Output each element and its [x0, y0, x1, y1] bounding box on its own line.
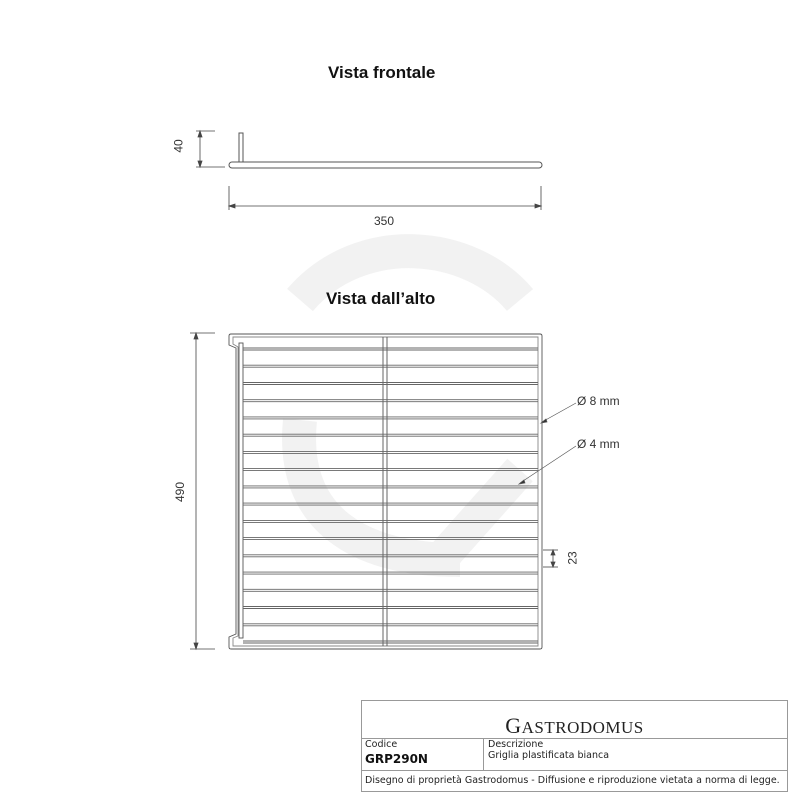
top-height-dimension: [190, 333, 215, 649]
front-view-title: Vista frontale: [328, 63, 436, 82]
title-block: [361, 700, 788, 792]
wire-outer-diameter-label: Ø 8 mm: [577, 394, 620, 408]
top-view-title: Vista dall’alto: [326, 289, 436, 308]
brand-name: GASTRODOMUS: [505, 713, 644, 738]
code-cell: [362, 739, 484, 770]
front-view-shape: [229, 133, 542, 168]
top-height-label: 490: [173, 481, 188, 503]
front-height-label: 40: [171, 139, 186, 153]
wire-inner-diameter-label: Ø 4 mm: [577, 437, 620, 451]
ownership-footer: Disegno di proprietà Gastrodomus - Diffusione e riproduzione vietata a norma di legge.: [365, 775, 780, 786]
code-label: Codice: [365, 739, 398, 750]
bar-spacing-dimension: [543, 550, 558, 567]
bar-spacing-label: 23: [565, 551, 580, 565]
front-height-dimension: [196, 131, 225, 167]
title-block-info-row: [362, 739, 787, 771]
front-width-label: 350: [374, 214, 395, 228]
description-cell: [484, 739, 787, 770]
code-value: GRP290N: [365, 752, 428, 766]
description-value: Griglia plastificata bianca: [488, 750, 610, 761]
description-label: Descrizione: [488, 739, 544, 750]
wire-diameter-leaders: [519, 403, 576, 484]
front-width-dimension: [229, 186, 541, 210]
brand-logo: [362, 701, 787, 739]
